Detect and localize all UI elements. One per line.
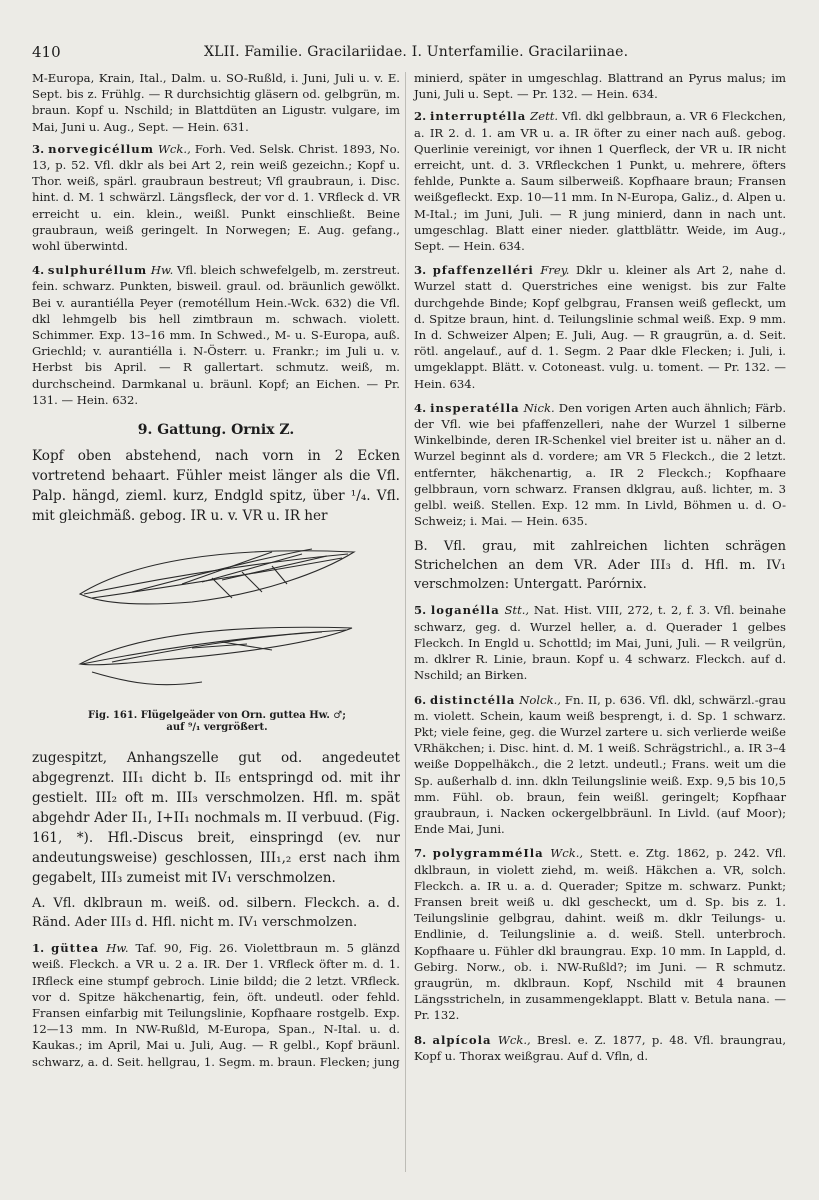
species-name: insperatélla [430,400,520,415]
genus-description: Kopf oben abstehend, nach vorn in 2 Ecken vortretend behaart. Fühler meist länger als die Vfl. Palp. hängd, zieml. kurz, Endgld spitz, über ¹/₄. Vfl. mit gleichmäß. gebog. IR u. v. VR u. IR her [32,448,400,525]
page-number: 410 [32,43,61,61]
species-entry [32,262,400,408]
species-author: Hw. [106,941,129,956]
continued-paragraph: minierd, später in umgeschlag. Blattrand an Pyrus malus; im Juni, Juli u. Sept. — Pr. 132. — Hein. 634. [414,71,786,102]
species-entry [32,141,400,254]
genus-description-continued: zugespitzt, Anhangszelle gut od. angedeutet abgegrenzt. III₁ dicht b. II₅ entspringd od. mit ihr gestielt. III₂ oft m. III₃ verschmolzen. Hfl. m. spät abgehdr Ader II₁, I+II₁ nochmals m. II verbuud. (Fig. 161, *). Hfl.-Discus breit, einspringd (ev. nur andeutungsweise) geschlossen, III₁,₂ erst nach ihm gegabelt, III₃ zumeist mit IV₁ verschmolzen. [32,750,400,887]
species-entry [414,108,786,254]
species-description: Taf. 90, Fig. 26. Violettbraun m. 5 glänzd weiß. Fleckch. a VR u. 2 a. IR. Der 1. VRfleck öfter m. d. 1. IRfleck eine stumpf gebroch. Linie bildd; die 2 letzt. VRfleck. vor d. Spitze häkchenartig, fein, öft. undeutl. oder fehld. Fransen einfarbig mit Teilungslinie, Kopfhaare rostgelb. Exp. 12—13 mm. In NW-Rußld, M-Europa, Span., N-Ital. u. d. Kaukas.; im April, Mai u. Juli, Aug. — R gelbl., Kopf bräunl. schwarz, a. d. Seit. hellgrau, 1. Segm. m. braun. Flecken; jung [32,941,401,1069]
genus-heading: 9. Gattung. Ornix Z. [137,422,295,439]
species-name: pfaffenzelléri [432,263,534,278]
species-entry [414,262,786,392]
wing-venation-drawing [72,532,362,707]
continued-paragraph: M-Europa, Krain, Ital., Dalm. u. SO-Rußld, i. Juni, Juli u. v. E. Sept. bis z. Frühlg. — R durchsichtig gläsern od. gelbgrün, m. braun. Kopf u. Nschild; in Blattdüten an Ligustr. vulgare, im Mai, Juni u. Aug., Sept. — Hein. 631. [32,71,400,134]
species-description: Nat. Hist. VIII, 272, t. 2, f. 3. Vfl. beinahe schwarz, geg. d. Wurzel heller, a. d. Querader 1 gelbes Fleckch. In Engld u. Schottld; im Mai, Juni, Juli. — R veilgrün, m. dklrer R. Linie, braun. Kopf u. 4 schwarz. Fleckch. auf d. Nschild; an Birken. [414,603,787,683]
entry-number: 1. [32,941,45,956]
species-description: Dklr u. kleiner als Art 2, nahe d. Wurzel statt d. Querstriches eine wenigst. bis zur Falte durchgehde Binde; Kopf gelbgrau, Fransen weiß gefleckt, um d. Spitze braun, hint. d. Teilungslinie schmal weiß. Exp. 9 mm. In d. Schweizer Alpen; E. Juli, Aug. — R graugrün, a. d. Seit. rötl. angelauf., auf d. 1. Segm. 2 Paar dkle Flecken; i. Juli, i. umgeklappt. Blätt. v. Cotoneast. vulg. u. toment. — Pr. 132. — Hein. 634. [414,263,786,391]
entry-number: 3. [414,263,427,278]
page-header [32,40,789,62]
species-author: Hw. [150,263,174,278]
right-column [414,70,786,1072]
species-author: Stt., [504,603,530,618]
species-name: sulphuréllum [47,263,148,278]
entry-number: 3. [32,141,45,156]
species-description: Vfl. dkl gelbbraun, a. VR 6 Fleckchen, a. IR 2. d. 1. am VR u. a. IR öfter zu einer nach auß. gebog. Querlinie vereinigt, vor ihnen 1 Querfleck, der VR u. IR nicht erreicht, unt. d. 3. VRfleckchen 1 Punkt, u. mehrere, öfters fehlde, Punkte a. Saum silberweiß. Kopfhaare braun; Fransen weißgefleckt. Exp. 10—11 mm. In N-Europa, Galiz., d. Alpen u. M-Ital.; im Juni, Juli. — R jung minierd, dann in nach unt. umgeschlag. Blatt einer nieder. glattblättr. Weide, im Aug., Sept. — Hein. 634. [414,109,786,254]
species-entry [32,940,400,1070]
species-entry [414,400,786,530]
species-name: polygramméIla [432,846,544,861]
species-description: Forh. Ved. Selsk. Christ. 1893, No. 13, p. 52. Vfl. dklr als bei Art 2, rein weiß gezeichn.; Kopf u. Thor. weiß, spärl. graubraun bestreut; Vfl graubraun, i. Disc. hint. d. M. 1 schwärzl. Längsfleck, der vor d. 1. VRfleck d. VR erreicht u. ein. klein., weißl. Punkt einschließt. Beine graubraun, weiß geringelt. In Norwegen; E. Aug. gefang., wohl überwintd. [32,141,401,254]
column-divider [405,72,406,1172]
entry-number: 7. [414,846,427,861]
wing-venation-figure [32,532,400,742]
species-author: Wck., [497,1032,531,1047]
entry-number: 4. [32,263,45,278]
species-name: norvegicéllum [48,141,154,156]
entry-number: 4. [414,400,427,415]
species-entry [414,692,786,838]
species-description: Den vorigen Arten auch ähnlich; Färb. der Vfl. wie bei pfaffenzelleri, nahe der Wurzel 1 silberne Winkelbinde, deren IR-Schenkel viel breiter ist u. näher an d. Wurzel beginnt als d. vordere; am VR 5 Fleckch., die 2 letzt. entfernter, häkchenartig, a. IR 2 Fleckch.; Kopfhaare gelbbraun, vorn schwarz. Fransen dklgrau, auß. lichter, m. 3 gelbl. weiß. Stellen. Exp. 12 mm. In Livld, Böhmen u. d. O-Schweiz; i. Mai. — Hein. 635. [414,400,787,529]
species-author: Nick. [523,400,555,415]
species-name: güttea [51,941,100,956]
species-author: Zett. [530,109,559,124]
species-description: Vfl. bleich schwefelgelb, m. zerstreut. fein. schwarz. Punkten, bisweil. graul. od. bräunlich gewölkt. Bei v. aurantiélla Peyer (remotéllum Hein.-Wck. 632) die Vfl. dkl lehmgelb bis hell zimtbraun m. schwach. violett. Schimmer. Exp. 13–16 mm. In Schwed., M- u. S-Europa, auß. Griechld; v. aurantiélla i. N-Österr. u. Frankr.; im Juli u. v. Herbst bis April. — R gallertart. schmutz. weiß, m. durchscheind. Darmkanal u. bräunl. Kopf; an Eichen. — Pr. 131. — Hein. 632. [32,263,401,407]
left-column [32,70,400,1078]
species-entry [414,1032,786,1064]
figure-caption: Fig. 161. Flügelgeäder von Orn. guttea Hw. ♂; auf ⁹/₁ vergrößert. [88,710,346,734]
entry-number: 5. [414,603,427,618]
section-b-heading: B. Vfl. grau, mit zahlreichen lichten schrägen Strichelchen an dem VR. Ader III₃ d. Hfl. m. IV₁ verschmolzen: Untergatt. Parórnix. [414,539,786,593]
species-entry [414,845,786,1023]
species-entry [414,602,786,683]
species-name: loganélla [430,603,500,618]
section-a-heading: A. Vfl. dklbraun m. weiß. od. silbern. Fleckch. a. d. Ränd. Ader III₃ d. Hfl. nicht m. IV₁ verschmolzen. [32,896,400,931]
species-name: interruptélla [429,109,527,124]
species-description: Bresl. e. Z. 1877, p. 48. Vfl. braungrau, Kopf u. Thorax weißgrau. Auf d. Vfln, d. [414,1032,787,1063]
species-description: Fn. II, p. 636. Vfl. dkl, schwärzl.-grau m. violett. Schein, kaum weiß besprengt, i. d. Sp. 1 schwarz. Pkt; viele feine, geg. die Wurzel zartere u. sich verlierde weiße VRhäkchen; i. Disc. hint. d. M. 1 weiß. Schrägstrichl., a. IR 3–4 weiße Doppelhäkch., die 2 letzt. undeutl.; Frans. weit um die Sp. außerhalb d. inn. dkln Teilungslinie weiß. Exp. 9,5 bis 10,5 mm. Fühl. ob. braun, fein weißl. geringelt; Kopfhaar graubraun, i. Nacken ockergelbbräunl. In Livld. (auf Moor); Ende Mai, Juni. [414,692,786,837]
species-author: Nolck., [519,692,561,707]
species-author: Wck., [157,141,191,156]
species-author: Frey. [540,263,570,278]
species-name: alpícola [432,1032,492,1047]
entry-number: 8. [414,1032,427,1047]
entry-number: 6. [414,692,427,707]
entry-number: 2. [414,109,427,124]
species-author: Wck., [550,846,584,861]
species-name: distinctélla [430,692,516,707]
running-title: XLII. Familie. Gracilariidae. I. Unterfamilie. Gracilariinae. [204,44,629,60]
species-description: Stett. e. Ztg. 1862, p. 242. Vfl. dklbraun, in violett ziehd, m. weiß. Häkchen a. VR, solch. Fleckch. a. IR u. a. d. Querader; Spitze m. schwarz. Punkt; Fransen breit weiß u. dkl gescheckt, um d. Sp. bis z. 1. Teilungslinie gelbgrau, dahint. weiß m. dklr Teilungs- u. Endlinie, d. Teilungslinie a. d. weiß. Stell. unterbroch. Kopfhaare u. Fühler dkl braungrau. Exp. 10 mm. In Lappld, d. Gebirg. Norw., ob. i. NW-Rußld?; im Juni. — R schmutz. graugrün, m. dklbraun. Kopf, Nschild mit 4 braunen Längsstricheln, in zusammengeklappt. Blatt v. Betula nana. — Pr. 132. [414,846,787,1023]
